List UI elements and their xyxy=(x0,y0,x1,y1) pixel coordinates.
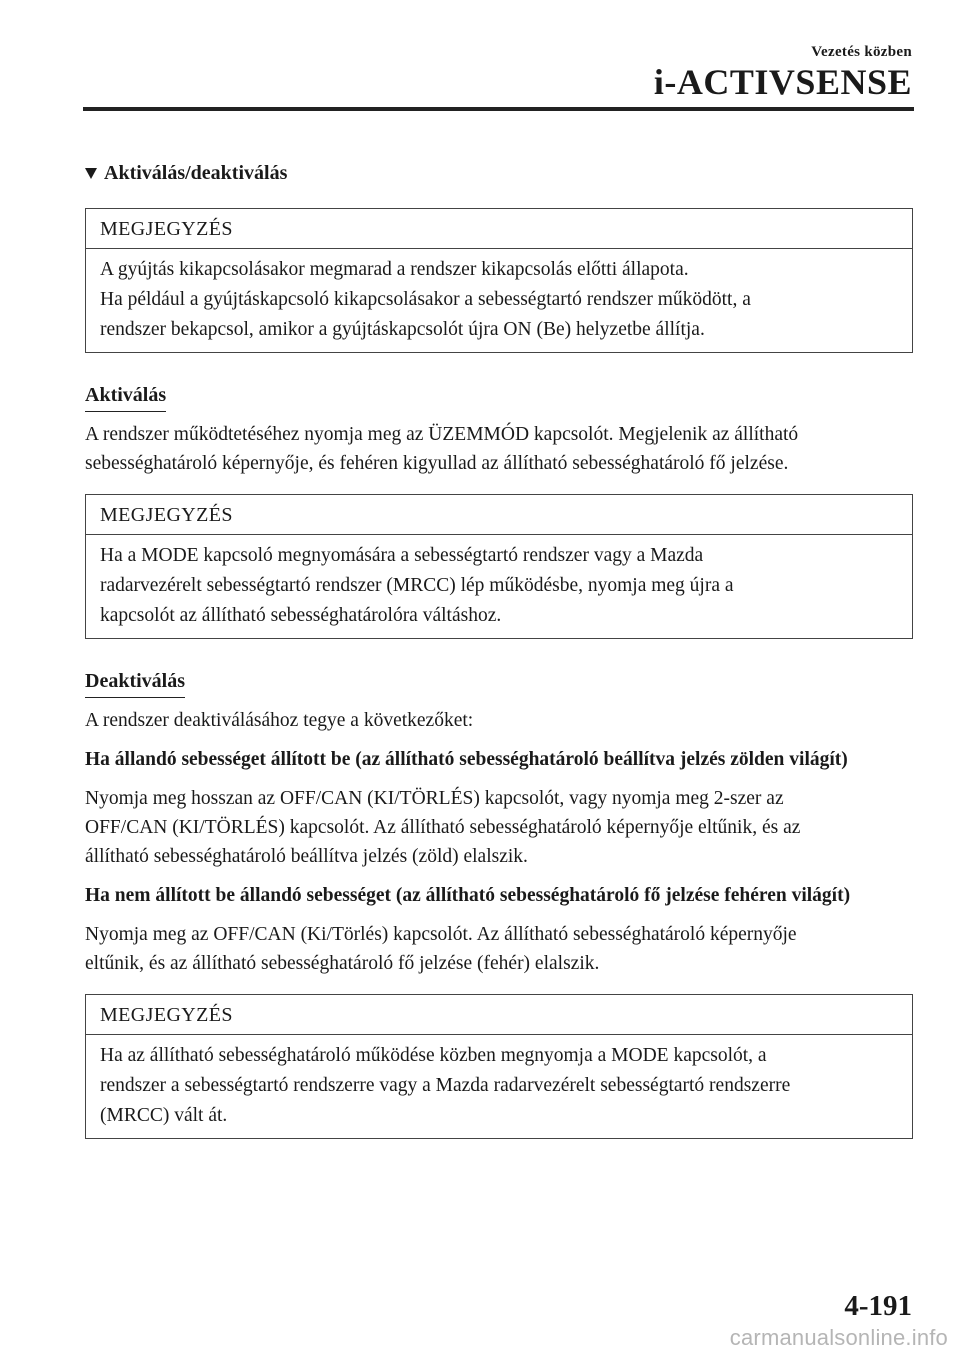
note-line: rendszer a sebességtartó rendszerre vagy a Mazda radarvezérelt sebességtartó rendszerre xyxy=(100,1075,791,1096)
text-line: Nyomja meg az OFF/CAN (Ki/Törlés) kapcsolót. Az állítható sebességhatároló képernyője xyxy=(85,924,797,945)
triangle-down-icon xyxy=(85,168,97,179)
page-title: i-ACTIVSENSE xyxy=(653,62,912,102)
case1-paragraph xyxy=(85,784,913,871)
note-body xyxy=(86,1035,912,1138)
case2-paragraph xyxy=(85,920,913,978)
note-line: kapcsolót az állítható sebességhatárolóra váltáshoz. xyxy=(100,605,502,626)
activation-paragraph xyxy=(85,420,913,478)
text-line: sebességhatároló képernyője, és fehéren kigyullad az állítható sebességhatároló fő jelzése. xyxy=(85,453,789,474)
note-box-3 xyxy=(85,994,913,1139)
page-content xyxy=(85,158,913,1161)
deactivation-heading: Deaktiválás xyxy=(85,667,185,698)
section-heading xyxy=(85,158,913,188)
activation-heading: Aktiválás xyxy=(85,381,166,412)
text-line: állítható sebességhatároló beállítva jelzés (zöld) elalszik. xyxy=(85,846,528,867)
text-line: eltűnik, és az állítható sebességhatároló fő jelzése (fehér) elalszik. xyxy=(85,953,600,974)
header-divider xyxy=(83,107,914,111)
note-box-1 xyxy=(85,208,913,353)
note-line: rendszer bekapcsol, amikor a gyújtáskapcsolót újra ON (Be) helyzetbe állítja. xyxy=(100,319,705,340)
deactivation-intro: A rendszer deaktiválásához tegye a következőket: xyxy=(85,710,474,731)
note-line: Ha az állítható sebességhatároló működése közben megnyomja a MODE kapcsolót, a xyxy=(100,1045,767,1066)
case1-heading: Ha állandó sebességet állított be (az állítható sebességhatároló beállítva jelzés zölden világít) xyxy=(85,749,848,770)
page-number: 4-191 xyxy=(844,1290,912,1322)
note-line: A gyújtás kikapcsolásakor megmarad a rendszer kikapcsolás előtti állapota. xyxy=(100,259,689,280)
note-body xyxy=(86,535,912,638)
note-title: MEGJEGYZÉS xyxy=(86,209,912,249)
text-line: A rendszer működtetéséhez nyomja meg az ÜZEMMÓD kapcsolót. Megjelenik az állítható xyxy=(85,424,799,445)
text-line: OFF/CAN (KI/TÖRLÉS) kapcsolót. Az állítható sebességhatároló képernyője eltűnik, és az xyxy=(85,817,801,838)
note-line: Ha például a gyújtáskapcsoló kikapcsolásakor a sebességtartó rendszer működött, a xyxy=(100,289,751,310)
note-title: MEGJEGYZÉS xyxy=(86,495,912,535)
note-box-2 xyxy=(85,494,913,639)
note-line: (MRCC) vált át. xyxy=(100,1105,228,1126)
note-body xyxy=(86,249,912,352)
text-line: Nyomja meg hosszan az OFF/CAN (KI/TÖRLÉS) kapcsolót, vagy nyomja meg 2-szer az xyxy=(85,788,784,809)
section-heading-text: Aktiválás/deaktiválás xyxy=(104,161,288,184)
note-line: Ha a MODE kapcsoló megnyomására a sebességtartó rendszer vagy a Mazda xyxy=(100,545,704,566)
case2-heading: Ha nem állított be állandó sebességet (az állítható sebességhatároló fő jelzése fehéren világít) xyxy=(85,885,851,906)
chapter-label: Vezetés közben xyxy=(811,44,912,60)
note-line: radarvezérelt sebességtartó rendszer (MRCC) lép működésbe, nyomja meg újra a xyxy=(100,575,734,596)
watermark: carmanualsonline.info xyxy=(729,1325,948,1350)
note-title: MEGJEGYZÉS xyxy=(86,995,912,1035)
